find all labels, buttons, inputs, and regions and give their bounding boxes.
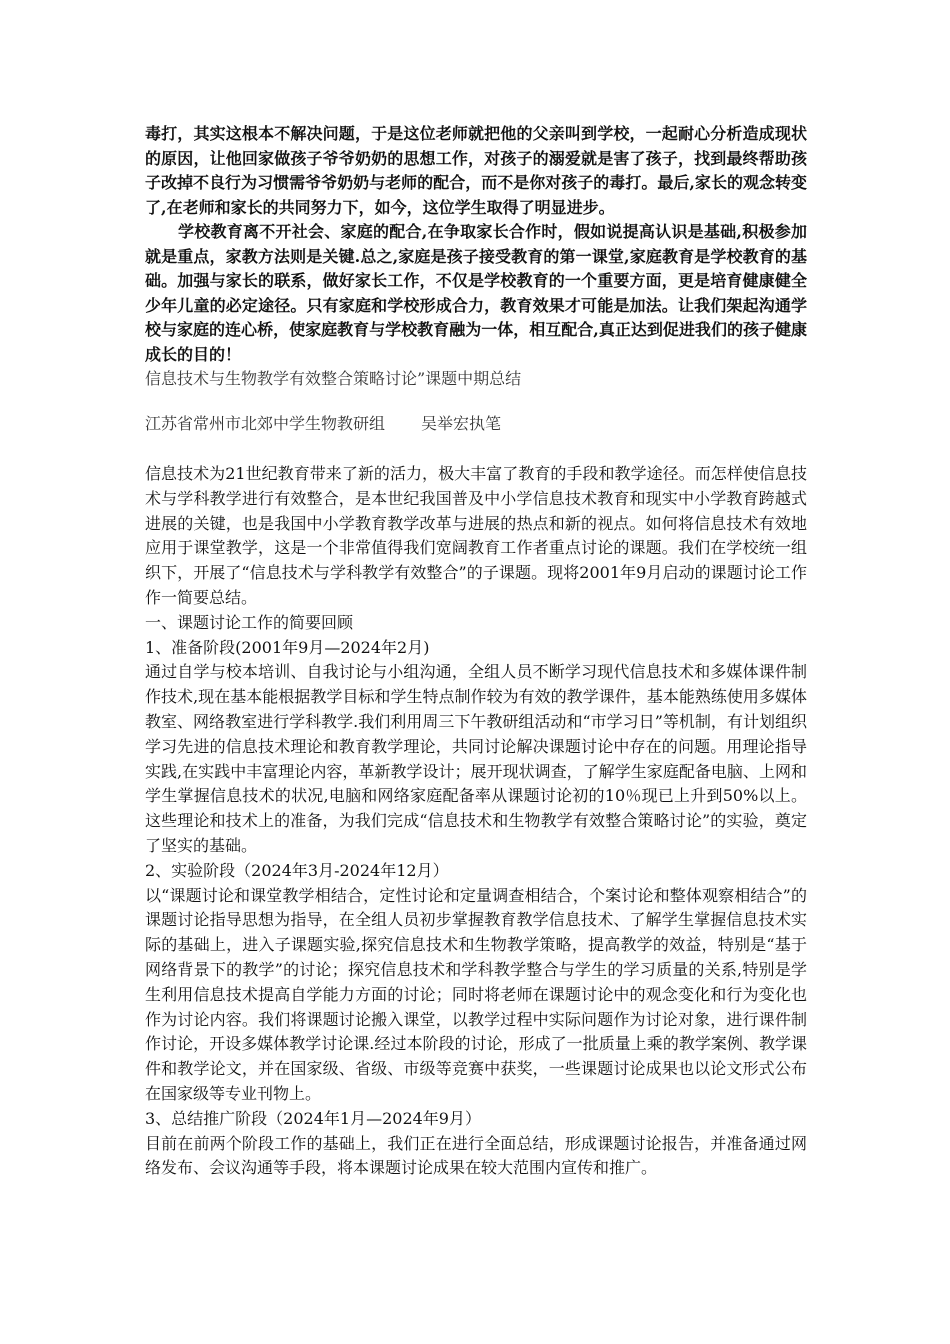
author-line bbox=[145, 412, 807, 437]
stage-2-body: 以“课题讨论和课堂教学相结合，定性讨论和定量调查相结合，个案讨论和整体观察相结合”的课题讨论指导思想为指导，在全组人员初步掌握教育教学信息技术、了解学生掌握信息技术实际的基础上，进入子课题实验,探究信息技术和生物教学策略，提高教学的效益，特别是“基于网络背景下的教学”的讨论；探究信息技术和学科教学整合与学生的学习质量的关系,特别是学生利用信息技术提高自学能力方面的讨论；同时将老师在课题讨论中的观念变化和行为变化也作为讨论内容。我们将课题讨论搬入课堂，以教学过程中实际问题作为讨论对象，进行课件制作讨论，开设多媒体教学讨论课.经过本阶段的讨论，形成了一批质量上乘的教学案例、教学课件和教学论文，并在国家级、省级、市级等竞赛中获奖，一些课题讨论成果也以论文形式公布在国家级等专业刊物上。 bbox=[145, 885, 807, 1103]
stage-3-heading: 3、总结推广阶段（2024年1月—2024年9月） bbox=[145, 1108, 481, 1128]
prev-paragraph-1: 毒打，其实这根本不解决问题，于是这位老师就把他的父亲叫到学校，一起耐心分析造成现状的原因，让他回家做孩子爷爷奶奶的思想工作，对孩子的溺爱就是害了孩子，找到最终帮助孩子改掉不良行为习惯需爷爷奶奶与老师的配合，而不是你对孩子的毒打。最后,家长的观念转变了,在老师和家长的共同努力下，如今，这位学生取得了明显进步。 bbox=[145, 124, 807, 217]
stage-1-heading: 1、准备阶段(2001年9月—2024年2月) bbox=[145, 637, 430, 657]
document-content bbox=[145, 122, 807, 1181]
stage-1-body: 通过自学与校本培训、自我讨论与小组沟通，全组人员不断学习现代信息技术和多媒体课件制作技术,现在基本能根据教学目标和学生特点制作较为有效的教学课件，基本能熟练使用多媒体教室、网络教室进行学科教学.我们利用周三下午教研组活动和“市学习日”等机制，有计划组织学习先进的信息技术理论和教育教学理论，共同讨论解决课题讨论中存在的问题。用理论指导实践,在实践中丰富理论内容，革新教学设计；展开现状调查，了解学生家庭配备电脑、上网和学生掌握信息技术的状况,电脑和网络家庭配备率从课题讨论初的10％现已上升到50%以上。这些理论和技术上的准备，为我们完成“信息技术和生物教学有效整合策略讨论”的实验，奠定了坚实的基础。 bbox=[145, 662, 807, 855]
spacer bbox=[145, 436, 807, 462]
spacer bbox=[145, 392, 807, 412]
article-title: 信息技术与生物教学有效整合策略讨论”课题中期总结 bbox=[145, 369, 522, 388]
prev-paragraph-2: 学校教育离不开社会、家庭的配合,在争取家长合作时，假如说提高认识是基础,积极参加就是重点，家教方法则是关键.总之,家庭是孩子接受教育的第一课堂,家庭教育是学校教育的基础。加强与家长的联系，做好家长工作，不仅是学校教育的一个重要方面，更是培育健康健全少年儿童的必定途径。只有家庭和学校形成合力，教育效果才可能是加法。让我们架起沟通学校与家庭的连心桥，使家庭教育与学校教育融为一体，相互配合,真正达到促进我们的孩子健康成长的目的！ bbox=[145, 222, 807, 364]
intro-paragraph: 信息技术为21世纪教育带来了新的活力，极大丰富了教育的手段和教学途径。而怎样使信息技术与学科教学进行有效整合，是本世纪我国普及中小学信息技术教育和现实中小学教育跨越式进展的关键，也是我国中小学教育教学改革与进展的热点和新的视点。如何将信息技术有效地应用于课堂教学，这是一个非常值得我们宽阔教育工作者重点讨论的课题。我们在学校统一组织下，开展了“信息技术与学科教学有效整合”的子课题。现将2001年9月启动的课题讨论工作作一简要总结。 bbox=[145, 464, 807, 607]
stage-3-body: 目前在前两个阶段工作的基础上，我们正在进行全面总结，形成课题讨论报告，并准备通过网络发布、会议沟通等手段，将本课题讨论成果在较大范围内宣传和推广。 bbox=[145, 1133, 807, 1178]
author-org: 江苏省常州市北郊中学生物教研组 bbox=[145, 413, 386, 433]
author-name: 吴举宏执笔 bbox=[421, 413, 502, 433]
stage-2-heading: 2、实验阶段（2024年3月-2024年12月） bbox=[145, 860, 449, 880]
section-1-heading: 一、课题讨论工作的简要回顾 bbox=[145, 612, 354, 632]
